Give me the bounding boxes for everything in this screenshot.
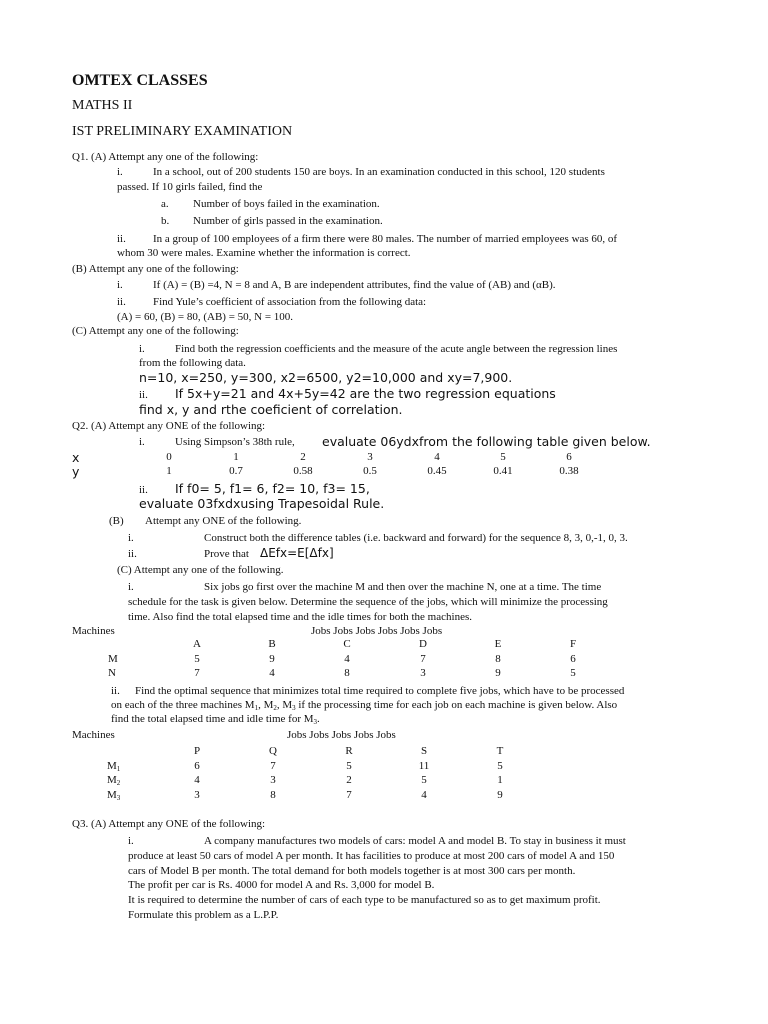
table1-row-label: N (108, 667, 116, 679)
table1-col-header: C (343, 638, 351, 650)
q1-c-ii-number: ii. (139, 389, 148, 401)
q3-a-i-line6: Formulate this problem as a L.P.P. (128, 909, 279, 921)
q3-a-i-line2: produce at least 50 cars of model A per month. It has facilities to produce at most 200 cars of model A and 150 (128, 850, 615, 862)
q2-c-ii-number: ii. (111, 685, 120, 697)
q1-a-i-a-number: a. (161, 198, 169, 210)
table2-cell: 9 (497, 789, 503, 801)
q2-b-ii-formula: ΔEfx=E[Δfx] (260, 546, 334, 560)
table1-cell: 9 (495, 667, 501, 679)
q1-c-ii-line1: If 5x+y=21 and 4x+5y=42 are the two regression equations (175, 386, 556, 401)
q1-b-i-number: i. (117, 279, 123, 291)
table1-cell: 8 (495, 653, 501, 665)
table1-col-header: A (193, 638, 201, 650)
q2-c-i-number: i. (128, 581, 134, 593)
table1-cell: 4 (269, 667, 275, 679)
q1-a-i-number: i. (117, 166, 123, 178)
table1-cell: 7 (194, 667, 200, 679)
table2-cell: 4 (421, 789, 427, 801)
table2-cell: 5 (497, 760, 503, 772)
table-x-label: x (72, 450, 80, 465)
q2-c-heading: (C) Attempt any one of the following. (117, 564, 284, 576)
table2-cell: 7 (346, 789, 352, 801)
table-x-cell: 6 (566, 451, 572, 463)
table2-col-header: T (496, 745, 504, 757)
table-y-cell: 1 (166, 465, 172, 477)
table1-col-header: E (494, 638, 502, 650)
q2-a-i-number: i. (139, 436, 145, 448)
q2-c-ii-line2: on each of the three machines $M_1$, $M_2$, $M_3$ if the processing time for each job on each machine is given below. Also (111, 699, 618, 712)
q2-b-ii-text-serif: Prove that (204, 548, 249, 560)
table2-cell: 6 (194, 760, 200, 772)
q1-a-i-line1: In a school, out of 200 students 150 are boys. In an examination conducted in this school, 120 students (153, 166, 605, 178)
table1-machines-header: Machines (72, 625, 115, 637)
table1-cell: 5 (194, 653, 200, 665)
q3-a-i-number: i. (128, 835, 134, 847)
table2-cell: 5 (346, 760, 352, 772)
table2-cell: 7 (270, 760, 276, 772)
table1-cell: 9 (269, 653, 275, 665)
table2-cell: 4 (194, 774, 200, 786)
table2-col-header: Q (269, 745, 277, 757)
q3-a-i-line5: It is required to determine the number of cars of each type to be manufactured so as to get maximum profit. (128, 894, 601, 906)
table-y-cell: 0.58 (293, 465, 313, 477)
table1-cell: 5 (570, 667, 576, 679)
table2-row-label: $M_1$ (107, 760, 121, 773)
table1-cell: 7 (420, 653, 426, 665)
q1-a-i-a-text: Number of boys failed in the examination. (193, 198, 380, 210)
table-y-cell: 0.45 (427, 465, 447, 477)
q2-a-ii-line1: If f0= 5, f1= 6, f2= 10, f3= 15, (175, 481, 370, 496)
q3-a-heading: Q3. (A) Attempt any ONE of the following: (72, 818, 266, 830)
table-y-cell: 0.38 (559, 465, 579, 477)
table2-col-header: R (345, 745, 353, 757)
q2-c-ii-line1: Find the optimal sequence that minimizes total time required to complete five jobs, which have to be processed (135, 685, 625, 697)
q1-b-ii-data: (A) = 60, (B) = 80, (AB) = 50, N = 100. (117, 311, 294, 323)
q3-a-i-line3: cars of Model B per month. The total demand for both models together is at most 300 cars per month. (128, 865, 576, 877)
q2-c-ii-line3: find the total elapsed time and idle time for $M_3$. (111, 713, 320, 726)
table1-cell: 3 (420, 667, 426, 679)
q1-c-ii-line2: find x, y and rthe coeficient of correlation. (139, 402, 403, 417)
q1-a-i-b-number: b. (161, 215, 170, 227)
table1-row-label: M (108, 653, 118, 665)
table2-cell: 11 (418, 760, 430, 772)
q2-a-heading: Q2. (A) Attempt any ONE of the following: (72, 420, 266, 432)
q3-a-i-line4: The profit per car is Rs. 4000 for model A and Rs. 3,000 for model B. (128, 879, 435, 891)
q2-c-i-line3: time. Also find the total elapsed time and the idle times for both the machines. (128, 611, 472, 623)
table-x-cell: 2 (300, 451, 306, 463)
q1-a-ii-line2: whom 30 were males. Examine whether the information is correct. (117, 247, 411, 259)
q2-b-ii-number: ii. (128, 548, 137, 560)
subject-title: MATHS II (72, 98, 133, 113)
q2-b-i-number: i. (128, 532, 134, 544)
q2-c-i-line1: Six jobs go first over the machine M and then over the machine N, one at a time. The time (204, 581, 602, 593)
q1-a-i-b-text: Number of girls passed in the examination. (193, 215, 383, 227)
exam-title: IST PRELIMINARY EXAMINATION (72, 124, 293, 139)
q2-c-i-line2: schedule for the task is given below. Determine the sequence of the jobs, which will minimize the processing (128, 596, 608, 608)
table2-col-header: P (193, 745, 201, 757)
institute-title: OMTEX CLASSES (72, 72, 208, 89)
table1-jobs-header: Jobs Jobs Jobs Jobs Jobs Jobs (311, 625, 443, 637)
q1-a-i-line2: passed. If 10 girls failed, find the (117, 181, 263, 193)
q1-c-i-data: n=10, x=250, y=300, x2=6500, y2=10,000 and xy=7,900. (139, 370, 513, 385)
table-y-label: y (72, 464, 80, 479)
q2-b-i-text: Construct both the difference tables (i.e. backward and forward) for the sequence 8, 3, 0,-1, 0, 3. (204, 532, 628, 544)
q2-a-ii-line2: evaluate 03fxdxusing Trapesoidal Rule. (139, 496, 385, 511)
table-x-cell: 1 (233, 451, 239, 463)
q2-b-heading-number: (B) (109, 515, 124, 527)
table-x-cell: 3 (367, 451, 373, 463)
table1-cell: 8 (344, 667, 350, 679)
table-y-cell: 0.7 (229, 465, 243, 477)
table2-row-label: $M_3$ (107, 789, 121, 802)
table1-col-header: B (268, 638, 276, 650)
table2-row-label: $M_2$ (107, 774, 121, 787)
table2-cell: 1 (497, 774, 503, 786)
q1-b-ii-number: ii. (117, 296, 126, 308)
table2-cell: 3 (270, 774, 276, 786)
table-y-cell: 0.5 (363, 465, 377, 477)
table2-cell: 3 (194, 789, 200, 801)
q2-a-i-text-sans: evaluate 06ydxfrom the following table given below. (322, 434, 651, 449)
table-y-cell: 0.41 (493, 465, 513, 477)
q3-a-i-line1: A company manufactures two models of cars: model A and model B. To stay in business it must (204, 835, 626, 847)
table1-cell: 4 (344, 653, 350, 665)
q1-b-i-text: If (A) = (B) =4, N = 8 and A, B are independent attributes, find the value of (AB) and (αB). (153, 279, 556, 291)
table2-col-header: S (420, 745, 428, 757)
table2-cell: 8 (270, 789, 276, 801)
q1-b-ii-text: Find Yule’s coefficient of association from the following data: (153, 296, 427, 308)
q1-b-heading: (B) Attempt any one of the following: (72, 263, 239, 275)
table2-cell: 2 (346, 774, 352, 786)
q1-a-ii-line1: In a group of 100 employees of a firm there were 80 males. The number of married employees was 60, of (153, 233, 618, 245)
q1-c-heading: (C) Attempt any one of the following: (72, 325, 239, 337)
table1-col-header: D (419, 638, 427, 650)
table1-cell: 6 (570, 653, 576, 665)
table-x-cell: 0 (166, 451, 172, 463)
table1-col-header: F (569, 638, 577, 650)
q2-b-heading: Attempt any ONE of the following. (145, 515, 302, 527)
table2-jobs-header: Jobs Jobs Jobs Jobs Jobs (287, 729, 396, 741)
table-x-cell: 4 (434, 451, 440, 463)
q2-a-ii-number: ii. (139, 484, 148, 496)
q1-a-heading: Q1. (A) Attempt any one of the following: (72, 151, 259, 163)
q1-c-i-number: i. (139, 343, 145, 355)
table2-machines-header: Machines (72, 729, 115, 741)
q1-a-ii-number: ii. (117, 233, 126, 245)
q1-c-i-line2: from the following data. (139, 357, 246, 369)
q2-a-i-text-serif: Using Simpson’s 38th rule, (175, 436, 295, 448)
table-x-cell: 5 (500, 451, 506, 463)
q1-c-i-line1: Find both the regression coefficients and the measure of the acute angle between the regression lines (175, 343, 618, 355)
table2-cell: 5 (421, 774, 427, 786)
